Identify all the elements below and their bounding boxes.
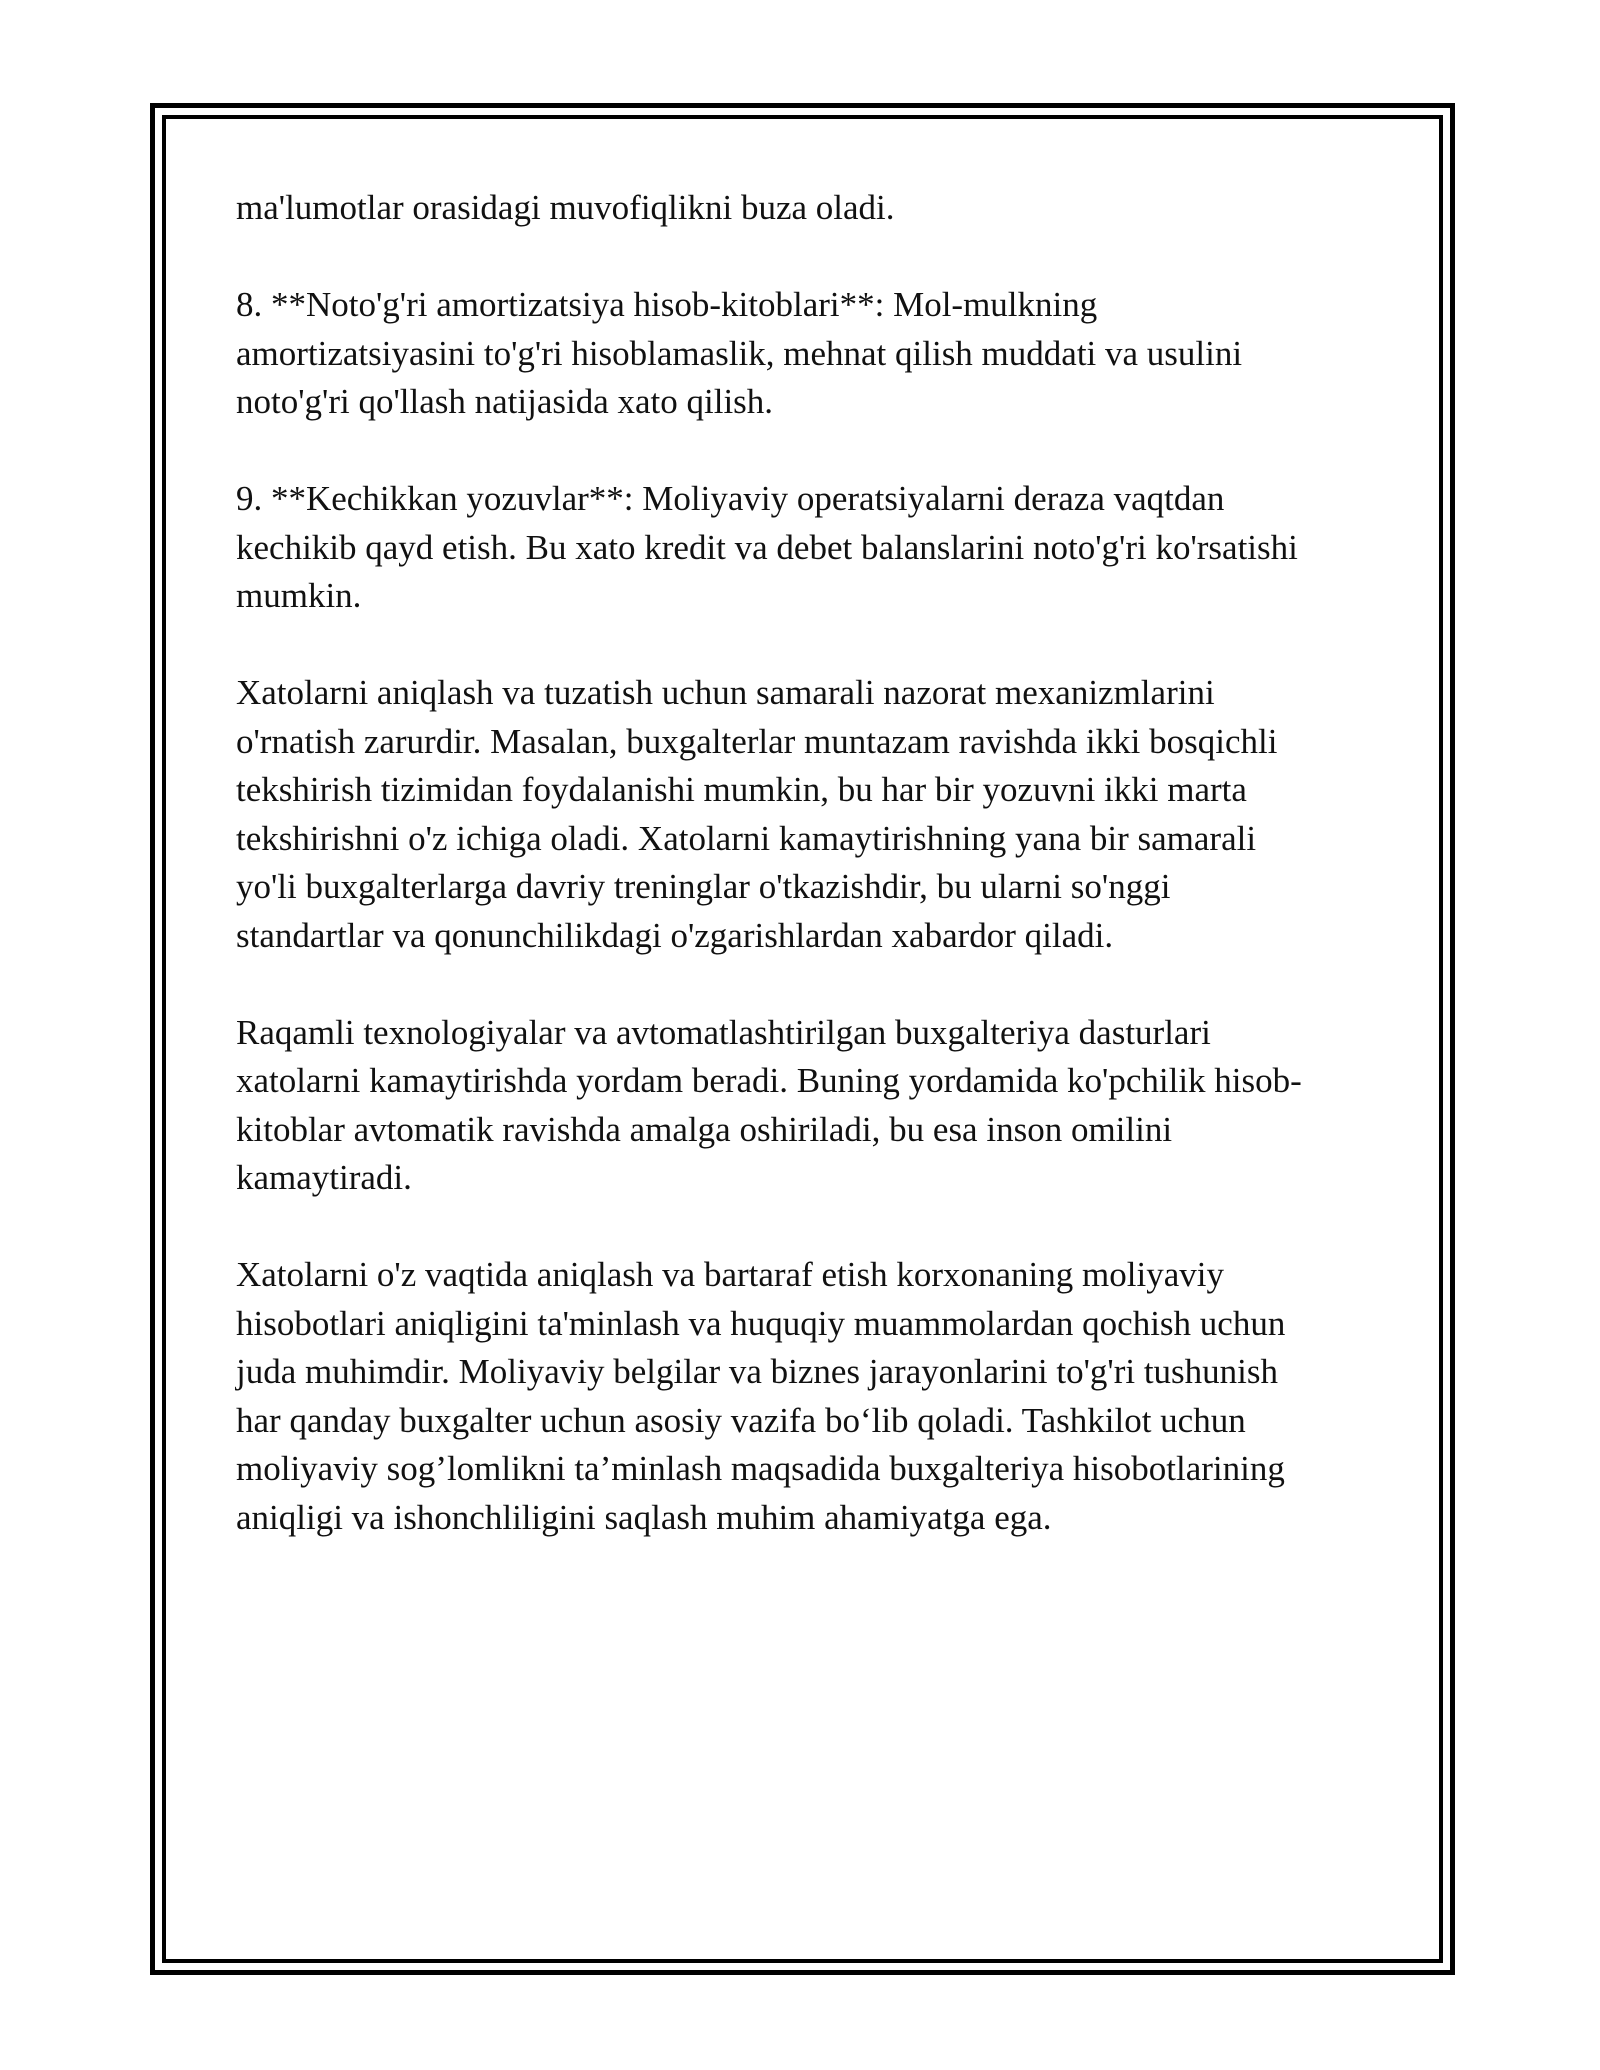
paragraph-digital-technologies: Raqamli texnologiyalar va avtomatlashtirilgan buxgalteriya dasturlari xatolarni kamaytirishda yordam beradi. Buning yordamida ko'pchilik hisob- kitoblar avtomatik ravishda amalga oshiriladi, bu esa inson omilini kamaytiradi. <box>236 1012 1302 1197</box>
paragraph-item-8: 8. **Noto'g'ri amortizatsiya hisob-kitoblari**: Mol-mulkning amortizatsiyasini to'g'ri hisoblamaslik, mehnat qilish muddati va usulini noto'g'ri qo'llash natijasida xato qilish. <box>236 285 1243 421</box>
paragraph-continuation: ma'lumotlar orasidagi muvofiqlikni buza oladi. <box>236 188 895 227</box>
paragraph-conclusion: Xatolarni o'z vaqtida aniqlash va bartaraf etish korxonaning moliyaviy hisobotlari aniqligini ta'minlash va huquqiy muammolardan qochish uchun juda muhimdir. Moliyaviy belgilar va biznes jarayonlarini to'g'ri tushunish har qanday buxgalter uchun asosiy vazifa bo‘lib qoladi. Tashkilot uchun moliyaviy sog’lomlikni ta’minlash maqsadida buxgalteriya hisobotlarining aniqligi va ishonchliligini saqlash muhim ahamiyatga ega. <box>236 1255 1286 1537</box>
document-body <box>236 184 1376 1591</box>
paragraph-control-mechanisms: Xatolarni aniqlash va tuzatish uchun samarali nazorat mexanizmlarini o'rnatish zarurdir. Masalan, buxgalterlar muntazam ravishda ikki bosqichli tekshirish tizimidan foydalanishi mumkin, bu har bir yozuvni ikki marta tekshirishni o'z ichiga oladi. Xatolarni kamaytirishning yana bir samarali yo'li buxgalterlarga davriy treninglar o'tkazishdir, bu ularni so'nggi standartlar va qonunchilikdagi o'zgarishlardan xabardor qiladi. <box>236 673 1278 955</box>
paragraph-item-9: 9. **Kechikkan yozuvlar**: Moliyaviy operatsiyalarni deraza vaqtdan kechikib qayd etish. Bu xato kredit va debet balanslarini noto'g'ri ko'rsatishi mumkin. <box>236 479 1298 615</box>
